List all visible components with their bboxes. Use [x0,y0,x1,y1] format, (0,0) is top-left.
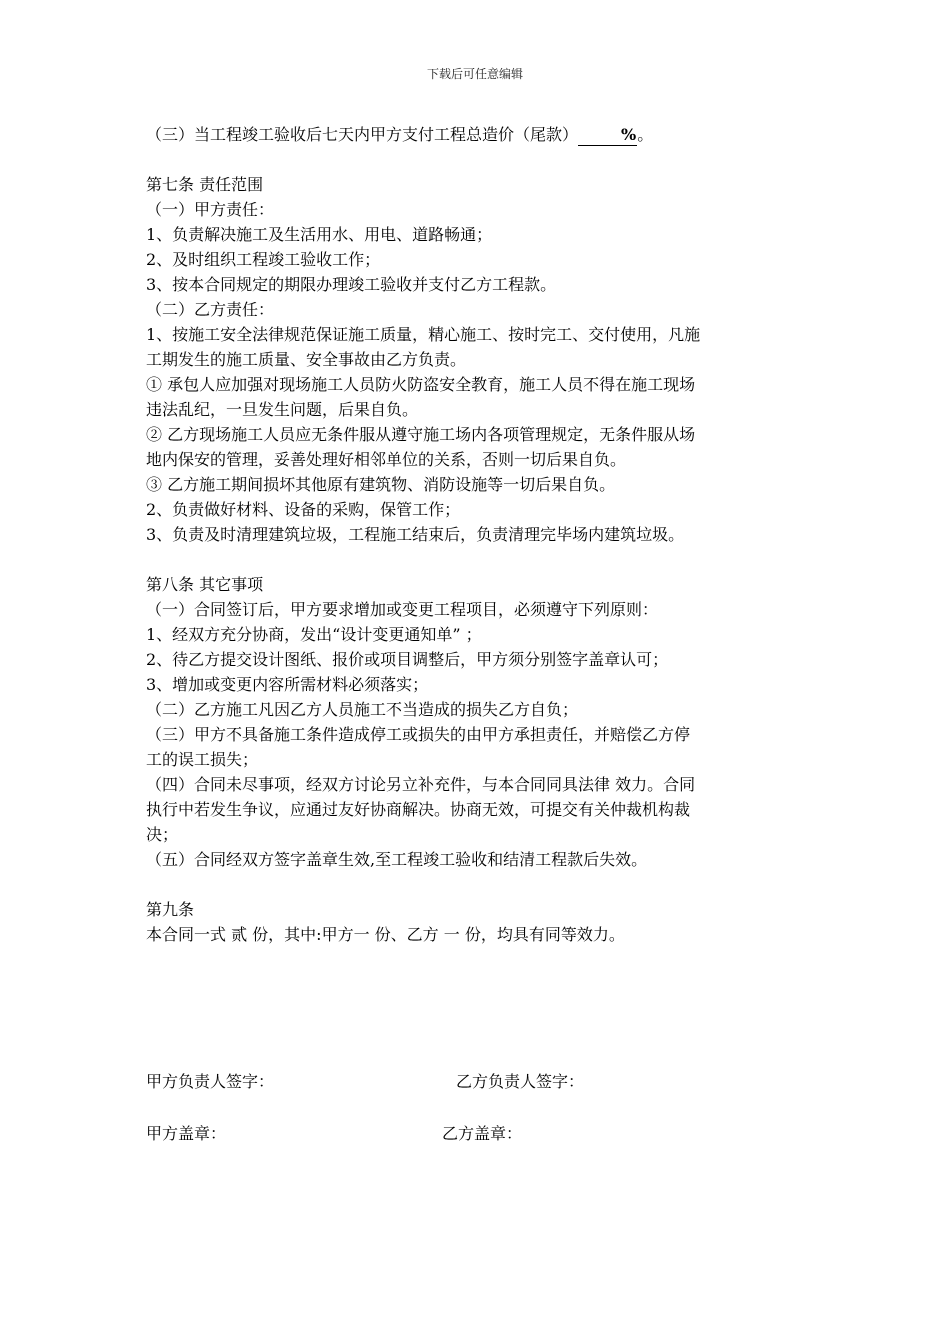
final-payment-text: （三）当工程竣工验收后七天内甲方支付工程总造价（尾款） [146,125,579,144]
clause-8-line: （二）乙方施工凡因乙方人员施工不当造成的损失乙方自负； [146,700,579,719]
clause-9-title: 第九条 [146,900,195,919]
party-b-signature-label: 乙方负责人签字： [456,1072,585,1091]
signature-row [146,1069,810,1094]
clause-7-title: 第七条 责任范围 [146,175,264,194]
clause-7-line: （二）乙方责任： [146,300,275,319]
percent-sign: % [621,125,637,144]
clause-7-line: 2、负责做好材料、设备的采购，保管工作； [146,500,461,519]
clause-8-line: 决； [146,825,179,844]
clause-7-line: 违法乱纪，一旦发生问题，后果自负。 [146,400,419,419]
clause-7-line: ② 乙方现场施工人员应无条件服从遵守施工场内各项管理规定，无条件服从场 [146,425,696,444]
clause-7-line: 3、负责及时清理建筑垃圾，工程施工结束后，负责清理完毕场内建筑垃圾。 [146,525,685,544]
page-header: 下载后可任意编辑 [426,67,523,81]
clause-8-line: 1、经双方充分协商，发出“设计变更通知单” ； [146,625,482,644]
clause-7-line: 3、按本合同规定的期限办理竣工验收并支付乙方工程款。 [146,275,557,294]
clause-7-line: （一）甲方责任： [146,200,275,219]
clause-7-line: 工期发生的施工质量、安全事故由乙方负责。 [146,350,467,369]
final-payment-period: 。 [637,125,654,144]
party-a-signature-label: 甲方负责人签字： [146,1072,275,1091]
clause-8-line: （五）合同经双方签字盖章生效,至工程竣工验收和结清工程款后失效。 [146,850,648,869]
clause-8-line: （三）甲方不具备施工条件造成停工或损失的由甲方承担责任，并赔偿乙方停 [146,725,691,744]
clause-8-line: 工的误工损失； [146,750,259,769]
clause-7-line: 1、按施工安全法律规范保证施工质量，精心施工、按时完工、交付使用，凡施 [146,325,701,344]
clause-7-line: 2、及时组织工程竣工验收工作； [146,250,381,269]
clause-8-line: （四）合同未尽事项，经双方讨论另立补充件，与本合同同具法律 效力。合同 [146,775,696,794]
party-a-seal-label: 甲方盖章： [146,1124,227,1143]
clause-8-line: 2、待乙方提交设计图纸、报价或项目调整后，甲方须分别签字盖章认可； [146,650,669,669]
contract-body [146,122,810,947]
clause-8-line: 3、增加或变更内容所需材料必须落实； [146,675,429,694]
clause-8-title: 第八条 其它事项 [146,575,264,594]
clause-8-line: 执行中若发生争议，应通过友好协商解决。协商无效，可提交有关仲裁机构裁 [146,800,691,819]
clause-7-line: ① 承包人应加强对现场施工人员防火防盗安全教育，施工人员不得在施工现场 [146,375,696,394]
clause-7-line: 地内保安的管理，妥善处理好相邻单位的关系，否则一切后果自负。 [146,450,627,469]
clause-9-line: 本合同一式 贰 份，其中:甲方一 份、乙方 一 份，均具有同等效力。 [146,925,625,944]
seal-row [146,1121,810,1146]
clause-7-line: ③ 乙方施工期间损坏其他原有建筑物、消防设施等一切后果自负。 [146,475,616,494]
final-payment-percent-blank [578,125,637,146]
clause-7-line: 1、负责解决施工及生活用水、用电、道路畅通； [146,225,493,244]
party-b-seal-label: 乙方盖章： [442,1124,523,1143]
final-payment-line [146,122,810,147]
clause-8-line: （一）合同签订后，甲方要求增加或变更工程项目，必须遵守下列原则： [146,600,659,619]
